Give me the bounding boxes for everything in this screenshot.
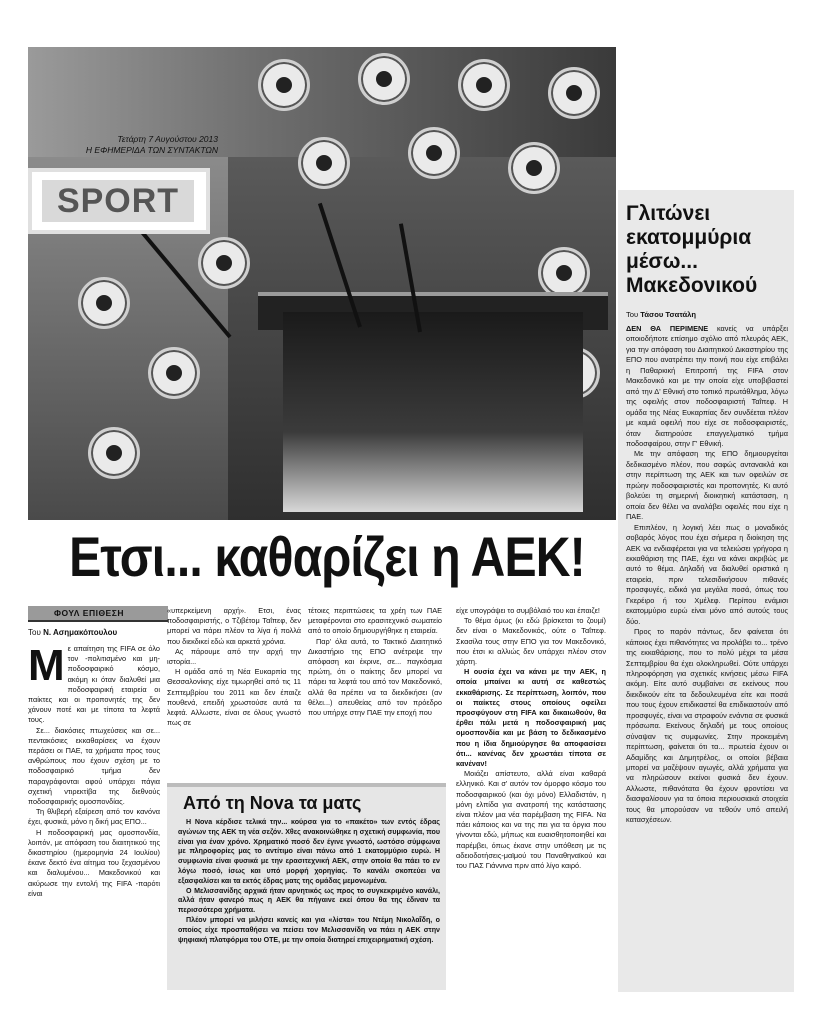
newspaper-name: Η ΕΦΗΜΕΡΙΔΑ ΤΩΝ ΣΥΝΤΑΚΤΩΝ bbox=[85, 145, 218, 155]
issue-date: Τετάρτη 7 Αυγούστου 2013 bbox=[117, 134, 218, 144]
kicker-label: ΦΟΥΛ ΕΠΙΘΕΣΗ bbox=[54, 608, 124, 618]
article-byline bbox=[28, 628, 168, 637]
drop-cap: Μ bbox=[28, 641, 65, 690]
epo-logo-icon bbox=[198, 237, 250, 289]
press-conference-photo bbox=[28, 47, 616, 520]
epo-logo-icon bbox=[358, 53, 410, 105]
author-name: Τάσου Τσατάλη bbox=[640, 310, 697, 319]
paragraph: «υπερκείμενη αρχή». Ετσι, ένας ποδοσφαιριστής, ο Τζιβέτομ Ταΐπεφ, δεν μπορεί να πάρει πλέον τα λίγα ή πολλά που διεκδικεί εδώ και αρκετά χρόνια. bbox=[167, 606, 301, 646]
paragraph: Τη θλιβερή εξαίρεση από τον κανόνα έχει, φυσικά, μόνο η δική μας ΕΠΟ... bbox=[28, 807, 160, 827]
paragraph: Προς το παρόν πάντως, δεν φαίνεται ότι κάποιος έχει πιθανότητες να προλάβει το... τρένο της εκκαθάρισης, που το πολύ μέχρι τα μέσα Σεπτεμβρίου θα έχει ολοκληρωθεί. Ούτε υπάρχει πληροφόρηση για σχετικές κινήσεις μέσω FIFA ακόμη. Είτε αυτό συμβαίνει σε εκείνους που διεκδικούν είτε τα δεδουλευμένα είτε και ποσά που τους έχουν επιδικαστεί θα επιδικαστούν από προσφυγές, είναι να στραφούν ενάντια σε φυσικά πρόσωπα. Εκείνους δηλαδή με τους οποίους σύναψαν τις συμφωνίες. Στην προκειμένη περίπτωση, φαίνεται ότι τα... πρωτεία έχουν οι Αδαμίδης και Δημητρέλος, οι οποίοι βέβαια μπορεί να μαζέψουν αγωγές, αλλά χρήματα για να πληρώσουν εκείνοι φυσικά δεν έχουν. Αλλωστε, πιθανότατα θα έχουν φροντίσει να διασφαλίσουν για τα όποια περιουσιακά στοιχεία τους θα μπορούσαν να τεθούν υπό απειλή κατασχέσεων. bbox=[626, 627, 788, 825]
paragraph: Η Nova κέρδισε τελικά την... κούρσα για το «πακέτο» των εντός έδρας αγώνων της ΑΕΚ τη νέα σεζόν. Χθες ανακοινώθηκε η σχετική συμφωνία, που είναι για έναν χρόνο. Χρηματικό ποσό δεν έγινε γνωστό, ωστόσο σύμφωνα με πληροφορίες μας το αντίτιμο είναι πάνω από 1 εκατομμύριο ευρώ. Η συμφωνία είναι φυσικά με την ερασιτεχνική ΑΕΚ, στην οποία θα πάει το εν λόγω ποσό, ίσως και υπό μορφή χορηγίας. Το κανάλι σκοπεύει να εξασφαλίσει και τα εκτός έδρας ματς της ομάδας μεμονωμένα. bbox=[178, 818, 440, 885]
podium bbox=[283, 312, 583, 512]
paragraph: Ο Μελισσανίδης αρχικά ήταν αρνητικός ως προς το συγκεκριμένο κανάλι, αλλά ήταν φανερό πως η ΑΕΚ θα πήγαινε εκεί όπου θα της έδιναν τα περισσότερα χρήματα. bbox=[178, 886, 440, 915]
article-kicker bbox=[28, 606, 168, 622]
section-label: SPORT bbox=[42, 180, 194, 222]
paragraph: κανείς να υπάρξει οποιοδήποτε επίσημο σχόλιο από πλευράς ΑΕΚ, για την απόφαση του Διαιτητικού Δικαστηρίου της ΕΠΟ που ανατρέπει την ποινή που είχε επιβάλει η Παθαρκική Επιτροπή της FIFA στον Μακεδονικό και με την οποία είχε υποβιβαστεί από την Δ' Εθνική στο τοπικό πρωτάθλημα, λόγω της οφειλής στον ποδοσφαιριστή Ταΐπεφ. Η ομάδα της Νέας Ευκαρπίας δεν συνδέεται πλέον με καμιά οφειλή που είχε σε ποδοσφαιριστές, όταν διατηρούσε επαγγελματικό τμήμα ποδοσφαίρου, στην Γ' Εθνική. bbox=[626, 324, 788, 448]
epo-logo-icon bbox=[408, 127, 460, 179]
paragraph: είχε υπογράψει το συμβόλαιό του και έπαιζε! bbox=[456, 606, 600, 615]
paragraph: Σε... διακόσιες πτωχεύσεις και σε... πεντακόσιες εκκαθαρίσεις να έχουν περάσει οι ΠΑΕ, τα χρήματα προς τους ανθρώπους που έχουν σχέση με το ποδοσφαιρικό τμήμα δεν παραγράφονται αφού υπάρχει πάγια σχετική ντιρεκτίβα της διεθνούς ποδοσφαιρικής ομοσπονδίας. bbox=[28, 725, 160, 807]
paragraph: Με την απόφαση της ΕΠΟ δημιουργείται δεδικασμένο πλέον, που σαφώς αντανακλά και στην περίπτωση της ΑΕΚ και των οφειλών σε πρώην ποδοσφαιριστές και προπονητές. Κι αυτό βολεύει τη σημερινή διοικητική κατάσταση, η οποία δεν θέλει να αναλάβει οφειλές που είχε η ΠΑΕ. bbox=[626, 449, 788, 522]
main-headline: Ετσι... καθαρίζει η ΑΕΚ! bbox=[69, 525, 585, 588]
sidebar-title: Γλιτώνει εκατομμύρια μέσω... Μακεδονικού bbox=[626, 202, 758, 297]
paragraph: Επιπλέον, η λογική λέει πως ο μοναδικός σοβαρός λόγος που έχει σήμερα η διοίκηση της ΑΕΚ να ενδιαφέρεται για να τελειώσει γρήγορα η εκκαθάριση της ΠΑΕ, έχει να κάνει ακριβώς με αυτό το θέμα. Δηλαδή να διαλυθεί οριστικά η εταιρεία, πριν τελεσιδικήσουν πιθανές προσφυγές, ειδικά για μεγάλα ποσά, όπως του Γκερέιρο ή του Χμέλεφ. Περίπου ενάμισι εκατομμύριο ευρώ είναι μόνο από αυτούς τους δύο. bbox=[626, 522, 788, 626]
epo-logo-icon bbox=[88, 427, 140, 479]
paragraph: Το θέμα όμως (κι εδώ βρίσκεται το ζουμί) δεν είναι ο Μακεδονικός, ούτε ο Ταΐπεφ. Σκασίλα τους στην ΕΠΟ για τον Μακεδονικό, που έτσι κι αλλιώς δεν υπάρχει πλέον στον χάρτη. bbox=[456, 616, 606, 667]
paragraph: τέτοιες περιπτώσεις τα χρέη των ΠΑΕ μεταφέρονται στο ερασιτεχνικό σωματείο από το οποίο δημιουργήθηκε η εταιρεία. bbox=[308, 606, 442, 636]
paragraph: ε απαίτηση της FIFA σε όλο τον -πολιτισμένο και μη- ποδοσφαιρικό κόσμο, ακόμη κι όταν διαλυθεί μια ποδοσφαιρική εταιρεία οι παίκτες και οι προπονητές της δεν χάνουν ποτέ και με τίποτα τα λεφτά τους. bbox=[28, 644, 160, 725]
paragraph: Η ομάδα από τη Νέα Ευκαρπία της Θεσσαλονίκης είχε τιμωρηθεί από τις 11 Σεπτεμβρίου του 2011 και δεν έπαιζε πουθενά, επειδή χρωστούσε αυτά τα λεφτά. Αλλωστε, είναι σε όλους γνωστό πως σε bbox=[167, 667, 301, 728]
header-dateline bbox=[68, 134, 218, 156]
epo-logo-icon bbox=[508, 142, 560, 194]
sidebar-article-body bbox=[626, 324, 788, 826]
epo-logo-icon bbox=[258, 59, 310, 111]
paragraph: Πλέον μπορεί να μιλήσει κανείς και για «λίστα» του Ντέμη Νικολαΐδη, ο οποίος είχε προσπαθήσει να πείσει τον Μελισσανίδη να πάει η ΑΕΚ στην ψηφιακή πλατφόρμα του ΟΤΕ, με την οποία διατηρεί επιχειρηματική σχέση. bbox=[178, 915, 440, 944]
paragraph: Μοιάζει απίστευτο, αλλά είναι καθαρά ελληνικό. Και σ' αυτόν τον όμορφο κόσμο του ποδοσφαιρικού (και όχι μόνο) Ελλαδιστάν, η μόνη ελπίδα για ανατροπή της κατάστασης είναι πλέον μια νέα παρέμβαση της FIFA. Να πάει κάποιος και να της πει για τα όργια που γίνονται εδώ, μήπως και ευαισθητοποιηθεί και παρέμβει, όπως έκανε στην υπόθεση με τις αδειοδοτήσεις-μαϊμού του Παναθηναϊκού και του ΠΑΣ Γιάννινα πριν από λίγο καιρό. bbox=[456, 769, 606, 871]
byline-prefix: Του bbox=[28, 628, 44, 637]
paragraph: Η ποδοσφαιρική μας ομοσπονδία, λοιπόν, με απόφαση του διαιτητικού της δικαστηρίου (ημερομηνία 24 Ιουλίου) έκανε δεκτό ένα αίτημα του ξεχασμένου και διαλυμένου... Μακεδονικού και ακύρωσε την εντολή της FIFA -παρότι είναι bbox=[28, 827, 160, 898]
article-column-3 bbox=[308, 606, 442, 718]
article-column-4 bbox=[456, 606, 606, 871]
epo-logo-icon bbox=[548, 67, 600, 119]
epo-logo-icon bbox=[298, 137, 350, 189]
paragraph: Παρ' όλα αυτά, το Τακτικό Διαιτητικό Δικαστήριο της ΕΠΟ ανέτρεψε την απόφαση και έκρινε, σε... παγκόσμια πρώτη, ότι ο παίκτης δεν μπορεί να πάρει τα λεφτά του από τον Μακεδονικό, αλλά θα πρέπει να τα διεκδικήσει (αν θέλει...) απευθείας από τον πρόεδρο που υπήρχε στην ΠΑΕ την εποχή που bbox=[308, 636, 442, 718]
epo-logo-icon bbox=[148, 347, 200, 399]
author-name: Ν. Ασημακόπουλου bbox=[43, 628, 118, 637]
byline-prefix: Του bbox=[626, 310, 641, 319]
article-column-1 bbox=[28, 641, 160, 899]
epo-logo-icon bbox=[458, 59, 510, 111]
nova-box-body bbox=[178, 818, 440, 945]
article-column-2 bbox=[167, 606, 301, 728]
paragraph: Ας πάρουμε από την αρχή την ιστορία... bbox=[167, 646, 301, 667]
paragraph: Η ουσία έχει να κάνει με την ΑΕΚ, η οποία μπαίνει κι αυτή σε καθεστώς εκκαθάρισης. Σε περίπτωση, λοιπόν, που οι παίκτες στους οποίους οφείλει προσφύγουν στη FIFA και δικαιωθούν, θα έρθει πάλι μετά η ποδοσφαιρική μας ομοσπονδία και με βάση το δεδικασμένο που η ίδια δημιούργησε θα αποφασίσει ότι... κανένας δεν χρωστάει τίποτα σε κανέναν! bbox=[456, 667, 606, 769]
section-label-box bbox=[28, 168, 210, 234]
lead-in: ΔΕΝ ΘΑ ΠΕΡΙΜΕΝΕ bbox=[626, 324, 709, 333]
nova-box-title: Από τη Nova τα ματς bbox=[183, 793, 362, 813]
epo-logo-icon bbox=[78, 277, 130, 329]
sidebar-byline bbox=[626, 310, 791, 319]
